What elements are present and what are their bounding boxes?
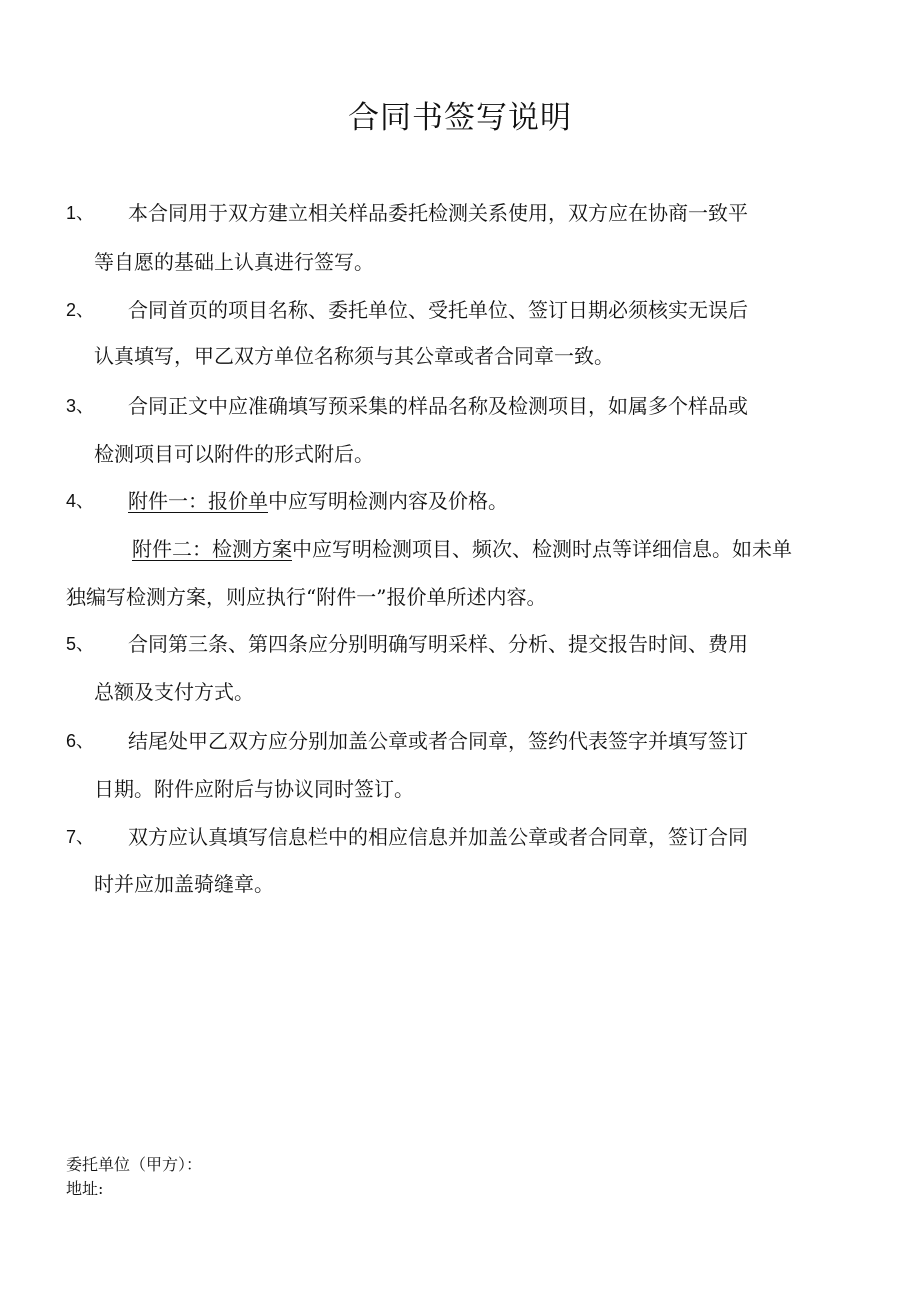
item-4-number: 4、 xyxy=(66,491,95,511)
item-3-number: 3、 xyxy=(66,396,95,416)
item-1-line-2: 等自愿的基础上认真进行签写。 xyxy=(94,250,374,274)
item-1-line-1: 本合同用于双方建立相关样品委托检测关系使用，双方应在协商一致平 xyxy=(128,201,748,225)
item-4-sub-line-1 xyxy=(132,535,792,563)
address-label: 地址: xyxy=(66,1179,104,1198)
item-2-number: 2、 xyxy=(66,300,95,320)
attachment-2-link-text: 附件二：检测方案 xyxy=(132,537,292,561)
item-6-line-1: 结尾处甲乙双方应分别加盖公章或者合同章，签约代表签字并填写签订 xyxy=(128,729,748,753)
document-title: 合同书签写说明 xyxy=(348,100,572,136)
item-5-line-2: 总额及支付方式。 xyxy=(94,680,254,704)
item-4-sub-line-2: 独编写检测方案，则应执行“附件一”报价单所述内容。 xyxy=(66,585,547,609)
item-2-line-2: 认真填写，甲乙双方单位名称须与其公章或者合同章一致。 xyxy=(94,344,614,368)
item-4-sub-line-1-rest: 中应写明检测项目、频次、检测时点等详细信息。如未单 xyxy=(292,537,792,561)
item-6-line-2: 日期。附件应附后与协议同时签订。 xyxy=(94,777,414,801)
item-4-line-1 xyxy=(128,487,508,515)
client-unit-label: 委托单位（甲方）： xyxy=(66,1155,203,1174)
item-3-line-2: 检测项目可以附件的形式附后。 xyxy=(94,442,374,466)
item-7-line-1: 双方应认真填写信息栏中的相应信息并加盖公章或者合同章，签订合同 xyxy=(128,825,748,849)
item-6-number: 6、 xyxy=(66,731,95,751)
item-4-line-1-rest: 中应写明检测内容及价格。 xyxy=(268,489,508,513)
item-3-line-1: 合同正文中应准确填写预采集的样品名称及检测项目，如属多个样品或 xyxy=(128,394,748,418)
item-1-number: 1、 xyxy=(66,203,95,223)
item-5-number: 5、 xyxy=(66,634,95,654)
item-2-line-1: 合同首页的项目名称、委托单位、受托单位、签订日期必须核实无误后 xyxy=(128,298,748,322)
item-5-line-1: 合同第三条、第四条应分别明确写明采样、分析、提交报告时间、费用 xyxy=(128,632,748,656)
attachment-1-link-text: 附件一：报价单 xyxy=(128,489,268,513)
item-7-number: 7、 xyxy=(66,827,95,847)
item-7-line-2: 时并应加盖骑缝章。 xyxy=(94,872,274,896)
